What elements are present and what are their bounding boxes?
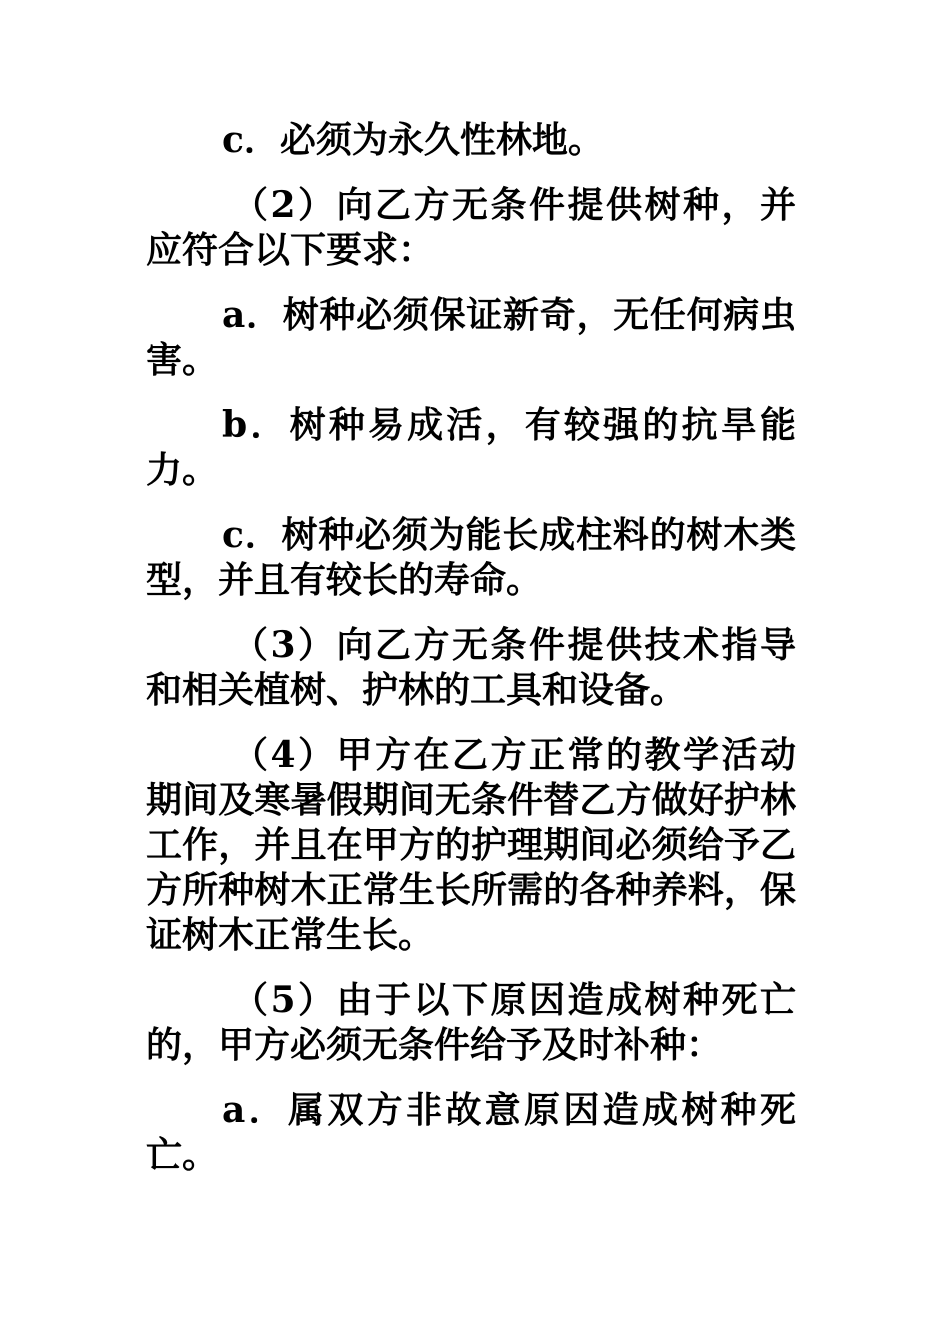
paragraph-clause-5: （5）由于以下原因造成树种死亡的，甲方必须无条件给予及时补种： (146, 979, 796, 1066)
paragraph-item-c-forest-land: c．必须为永久性林地。 (222, 119, 604, 161)
paragraph-item-c-seedlings: c．树种必须为能长成柱料的树木类型，并且有较长的寿命。 (146, 514, 796, 601)
paragraph-clause-4: （4）甲方在乙方正常的教学活动期间及寒暑假期间无条件替乙方做好护林工作，并且在甲方的护理期间必须给予乙方所种树木正常生长所需的各种养料，保证树木正常生长。 (146, 734, 796, 956)
document-body (146, 118, 796, 1198)
paragraph-clause-2: （2）向乙方无条件提供树种，并应符合以下要求： (146, 184, 796, 271)
paragraph-clause-3: （3）向乙方无条件提供技术指导和相关植树、护林的工具和设备。 (146, 624, 796, 711)
paragraph-item-b-seedlings: b．树种易成活，有较强的抗旱能力。 (146, 404, 796, 491)
paragraph-item-a-seedlings: a．树种必须保证新奇，无任何病虫害。 (146, 294, 796, 381)
paragraph-item-a-replanting: a．属双方非故意原因造成树种死亡。 (146, 1089, 796, 1176)
